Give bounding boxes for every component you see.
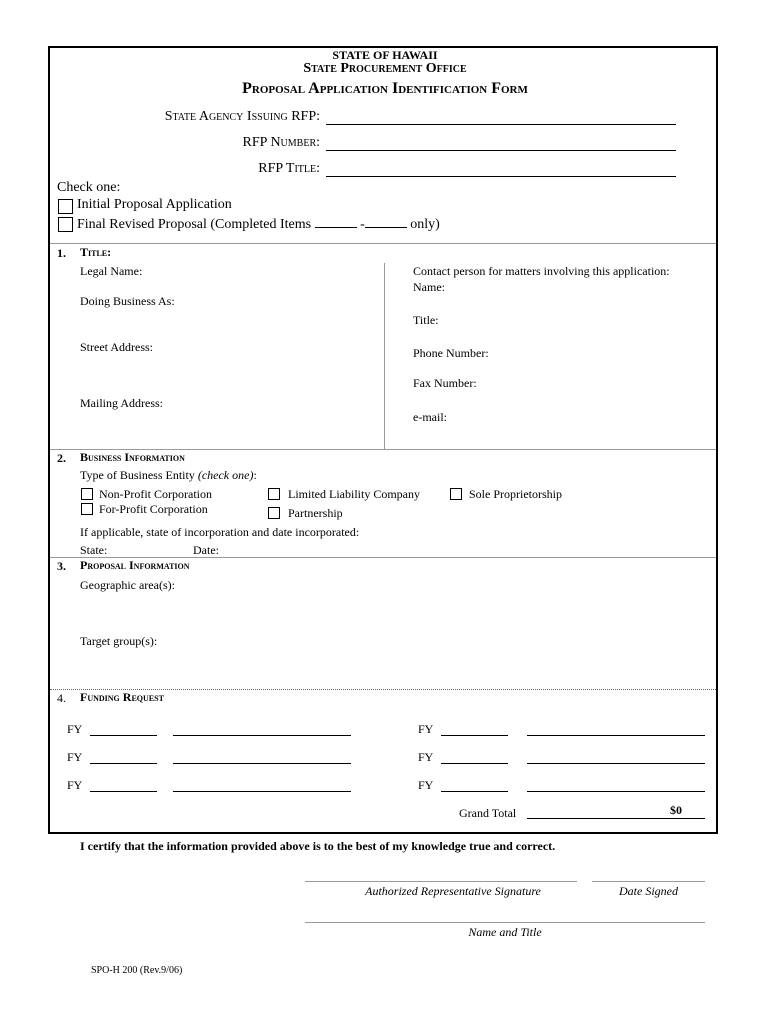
partnership-label: Partnership — [288, 506, 343, 520]
section3-title: Proposal Information — [80, 558, 190, 572]
section4-title: Funding Request — [80, 690, 164, 704]
fy-label: FY — [418, 722, 434, 736]
form-id: SPO-H 200 (Rev.9/06) — [91, 965, 183, 976]
form-title: Proposal Application Identification Form — [242, 80, 528, 97]
item-to-blank[interactable] — [365, 215, 407, 228]
rfp-number-input-line[interactable] — [326, 150, 676, 151]
final-proposal-checkbox[interactable] — [58, 217, 73, 232]
fy-label: FY — [67, 778, 83, 792]
final-proposal-label: Final Revised Proposal (Completed Items - only) — [77, 217, 440, 232]
item-from-blank[interactable] — [315, 215, 357, 228]
phone-label: Phone Number: — [413, 346, 489, 360]
section1-column-divider — [384, 263, 385, 449]
initial-proposal-label: Initial Proposal Application — [77, 197, 232, 212]
llc-checkbox[interactable] — [268, 488, 280, 500]
nonprofit-label: Non-Profit Corporation — [99, 487, 212, 501]
fy-year-line[interactable] — [441, 763, 508, 764]
fy-year-line[interactable] — [90, 735, 157, 736]
grand-total-value: $0 — [670, 803, 682, 817]
fy-year-line[interactable] — [90, 791, 157, 792]
forprofit-checkbox[interactable] — [81, 503, 93, 515]
date-signed-caption: Date Signed — [619, 884, 678, 898]
email-label: e-mail: — [413, 410, 447, 424]
entity-type-label: Type of Business Entity (check one): — [80, 468, 257, 482]
legal-name-label: Legal Name: — [80, 264, 143, 278]
signature-line[interactable] — [305, 881, 577, 882]
incorporation-state-label: State: — [80, 543, 108, 557]
fy-year-line[interactable] — [90, 763, 157, 764]
section1-number: 1. — [57, 246, 66, 260]
grand-total-label: Grand Total — [459, 806, 517, 820]
sole-proprietorship-label: Sole Proprietorship — [469, 487, 562, 501]
fy-amount-line[interactable] — [173, 791, 351, 792]
section1-title: Title: — [80, 245, 112, 259]
contact-name-label: Name: — [413, 280, 445, 294]
fax-label: Fax Number: — [413, 376, 477, 390]
agency-input-line[interactable] — [326, 124, 676, 125]
section2-title: Business Information — [80, 450, 185, 464]
divider-1 — [50, 243, 716, 244]
section4-number: 4. — [57, 691, 66, 705]
state-heading: STATE OF HAWAII — [332, 48, 438, 62]
fy-year-line[interactable] — [441, 791, 508, 792]
rfp-number-label: RFP Number: — [242, 135, 320, 150]
street-address-label: Street Address: — [80, 340, 153, 354]
contact-title-label: Title: — [413, 313, 439, 327]
office-heading: State Procurement Office — [303, 61, 467, 76]
section2-number: 2. — [57, 451, 66, 465]
fy-year-line[interactable] — [441, 735, 508, 736]
fy-amount-line[interactable] — [173, 735, 351, 736]
incorporation-date-label: Date: — [193, 543, 219, 557]
name-title-line[interactable] — [305, 922, 705, 923]
target-group-label: Target group(s): — [80, 634, 158, 648]
certification-statement: I certify that the information provided above is to the best of my knowledge true and correct. — [80, 839, 556, 853]
incorporation-label: If applicable, state of incorporation and date incorporated: — [80, 525, 360, 539]
fy-label: FY — [67, 722, 83, 736]
fy-amount-line[interactable] — [527, 735, 705, 736]
partnership-checkbox[interactable] — [268, 507, 280, 519]
name-title-caption: Name and Title — [468, 925, 542, 939]
llc-label: Limited Liability Company — [288, 487, 420, 501]
geographic-area-label: Geographic area(s): — [80, 578, 175, 592]
date-signed-line[interactable] — [592, 881, 705, 882]
signature-caption: Authorized Representative Signature — [365, 884, 541, 898]
fy-label: FY — [418, 778, 434, 792]
nonprofit-checkbox[interactable] — [81, 488, 93, 500]
forprofit-label: For-Profit Corporation — [99, 502, 208, 516]
fy-amount-line[interactable] — [527, 791, 705, 792]
agency-label: State Agency Issuing RFP: — [164, 109, 320, 124]
sole-proprietorship-checkbox[interactable] — [450, 488, 462, 500]
mailing-address-label: Mailing Address: — [80, 396, 163, 410]
fy-amount-line[interactable] — [173, 763, 351, 764]
contact-person-label: Contact person for matters involving this application: — [413, 264, 670, 278]
rfp-title-label: RFP Title: — [258, 161, 320, 176]
check-one-label: Check one: — [57, 180, 121, 195]
grand-total-line — [527, 818, 705, 819]
fy-amount-line[interactable] — [527, 763, 705, 764]
initial-proposal-checkbox[interactable] — [58, 199, 73, 214]
rfp-title-input-line[interactable] — [326, 176, 676, 177]
section3-number: 3. — [57, 559, 66, 573]
fy-label: FY — [418, 750, 434, 764]
dba-label: Doing Business As: — [80, 294, 175, 308]
fy-label: FY — [67, 750, 83, 764]
